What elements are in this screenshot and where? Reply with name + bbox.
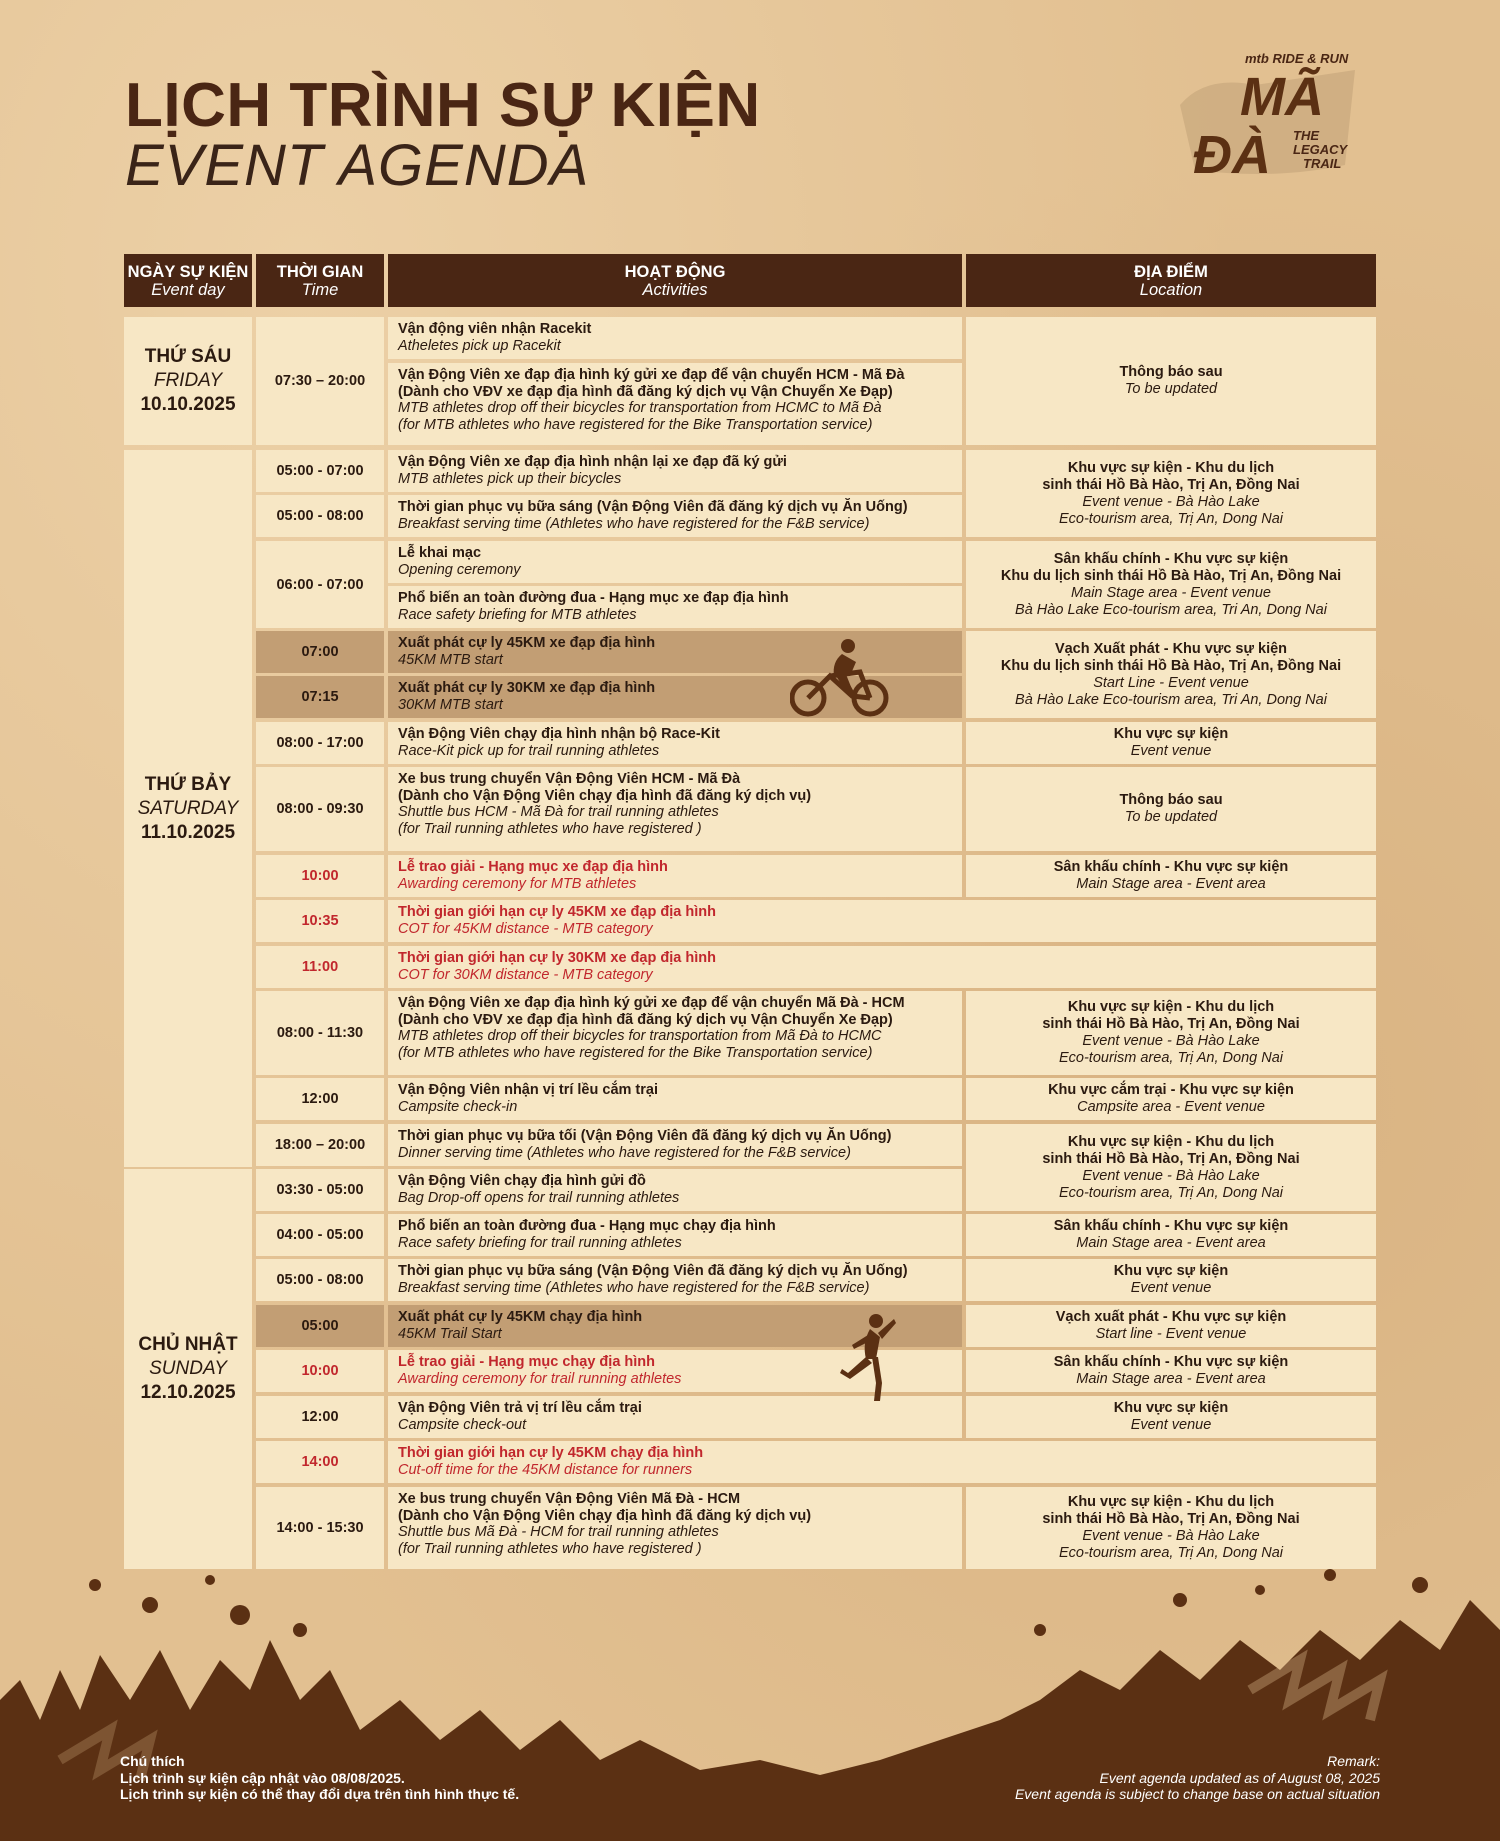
location-cell: Khu vực sự kiện Event venue — [966, 1396, 1376, 1438]
logo-main2: ĐÀ — [1193, 125, 1271, 180]
time-cell: 11:00 — [256, 946, 384, 988]
activity-cell: Xuất phát cự ly 30KM xe đạp địa hình 30KM MTB start — [388, 676, 962, 718]
activity-cell: Vận Động Viên chạy địa hình nhận bộ Race-Kit Race-Kit pick up for trail running athletes — [388, 722, 962, 764]
logo-sub2: LEGACY — [1293, 142, 1348, 157]
location-cell: Khu vực sự kiện Event venue — [966, 1259, 1376, 1301]
activity-cell: Lễ khai mạc Opening ceremony — [388, 541, 962, 583]
activity-cell: Thời gian phục vụ bữa sáng (Vận Động Viên đã đăng ký dịch vụ Ăn Uống) Breakfast serving time (Athletes who have registered for the F&B service) — [388, 495, 962, 537]
activity-cell: Xuất phát cự ly 45KM xe đạp địa hình 45KM MTB start — [388, 631, 962, 673]
time-cell: 18:00 – 20:00 — [256, 1124, 384, 1166]
logo-sub1: THE — [1293, 128, 1319, 143]
cyclist-icon — [790, 636, 890, 718]
time-cell: 10:35 — [256, 900, 384, 942]
time-cell: 05:00 - 08:00 — [256, 495, 384, 537]
activity-cell: Xe bus trung chuyển Vận Động Viên Mã Đà - HCM (Dành cho Vận Động Viên chạy địa hình đã đăng ký dịch vụ) Shuttle bus Mã Đà - HCM for trail running athletes (for Trail running athletes who have registered ) — [388, 1487, 962, 1569]
location-cell: Thông báo sau To be updated — [966, 317, 1376, 445]
time-cell: 07:30 – 20:00 — [256, 317, 384, 445]
note-left: Chú thích Lịch trình sự kiện cập nhật vào 08/08/2025. Lịch trình sự kiện có thể thay đổi dựa trên tình hình thực tế. — [120, 1753, 520, 1802]
header-time: THỜI GIAN Time — [256, 254, 384, 307]
activity-cell: Phổ biến an toàn đường đua - Hạng mục xe đạp địa hình Race safety briefing for MTB athletes — [388, 586, 962, 628]
activity-cell: Vận Động Viên xe đạp địa hình nhận lại xe đạp đã ký gửi MTB athletes pick up their bicycles — [388, 450, 962, 492]
time-cell: 12:00 — [256, 1396, 384, 1438]
logo-top: mtb RIDE & RUN — [1245, 51, 1349, 66]
activity-cell: Vận Động Viên xe đạp địa hình ký gửi xe đạp để vận chuyển Mã Đà - HCM (Dành cho VĐV xe đạp địa hình đã đăng ký dịch vụ Vận Chuyển Xe Đạp) MTB athletes drop off their bicycles for transportation from Mã Đà to HCMC (for MTB athletes who have registered for the Bike Transportation service) — [388, 991, 962, 1075]
activity-cell: Lễ trao giải - Hạng mục xe đạp địa hình Awarding ceremony for MTB athletes — [388, 855, 962, 897]
activity-cell: Thời gian phục vụ bữa tối (Vận Động Viên đã đăng ký dịch vụ Ăn Uống) Dinner serving time (Athletes who have registered for the F&B service) — [388, 1124, 962, 1166]
time-cell: 05:00 — [256, 1305, 384, 1347]
location-cell: Sân khấu chính - Khu vực sự kiện Main Stage area - Event area — [966, 1350, 1376, 1392]
activity-cell: Thời gian giới hạn cự ly 45KM chạy địa hình Cut-off time for the 45KM distance for runners — [388, 1441, 1376, 1483]
location-cell: Khu vực sự kiện - Khu du lịch sinh thái Hồ Bà Hào, Trị An, Đồng Nai Event venue - Bà Hào Lake Eco-tourism area, Trị An, Dong Nai — [966, 991, 1376, 1075]
location-cell: Khu vực sự kiện - Khu du lịch sinh thái Hồ Bà Hào, Trị An, Đồng Nai Event venue - Bà Hào Lake Eco-tourism area, Trị An, Dong Nai — [966, 450, 1376, 537]
page-subtitle: EVENT AGENDA — [125, 133, 590, 198]
time-cell: 12:00 — [256, 1078, 384, 1120]
header-activities: HOẠT ĐỘNG Activities — [388, 254, 962, 307]
event-logo — [1175, 45, 1365, 180]
page-title: LỊCH TRÌNH SỰ KIỆN — [125, 71, 761, 140]
location-cell: Sân khấu chính - Khu vực sự kiện Main Stage area - Event area — [966, 855, 1376, 897]
activity-cell: Thời gian phục vụ bữa sáng (Vận Động Viên đã đăng ký dịch vụ Ăn Uống) Breakfast serving time (Athletes who have registered for the F&B service) — [388, 1259, 962, 1301]
location-cell: Khu vực sự kiện - Khu du lịch sinh thái Hồ Bà Hào, Trị An, Đồng Nai Event venue - Bà Hào Lake Eco-tourism area, Trị An, Dong Nai — [966, 1487, 1376, 1569]
time-cell: 05:00 - 08:00 — [256, 1259, 384, 1301]
activity-cell: Lễ trao giải - Hạng mục chạy địa hình Awarding ceremony for trail running athletes — [388, 1350, 962, 1392]
logo-sub3: TRAIL — [1303, 156, 1342, 171]
logo-main1: MÃ — [1240, 67, 1324, 127]
activity-cell: Vận Động Viên nhận vị trí lều cắm trại Campsite check-in — [388, 1078, 962, 1120]
time-cell: 04:00 - 05:00 — [256, 1214, 384, 1256]
activity-cell: Thời gian giới hạn cự ly 45KM xe đạp địa hình COT for 45KM distance - MTB category — [388, 900, 1376, 942]
time-cell: 10:00 — [256, 855, 384, 897]
day-saturday: THỨ BẢY SATURDAY 11.10.2025 — [124, 450, 252, 1167]
location-cell: Sân khấu chính - Khu vực sự kiện Main Stage area - Event area — [966, 1214, 1376, 1256]
activity-cell: Vận Động Viên xe đạp địa hình ký gửi xe đạp để vận chuyển HCM - Mã Đà (Dành cho VĐV xe đạp địa hình đã đăng ký dịch vụ Vận Chuyển Xe Đạp) MTB athletes drop off their bicycles for transportation from HCMC to Mã Đà (for MTB athletes who have registered for the Bike Transportation service) — [388, 363, 962, 445]
time-cell: 14:00 - 15:30 — [256, 1487, 384, 1569]
activity-cell: Vận Động Viên chạy địa hình gửi đồ Bag Drop-off opens for trail running athletes — [388, 1169, 962, 1211]
location-cell: Sân khấu chính - Khu vực sự kiện Khu du lịch sinh thái Hồ Bà Hào, Trị An, Đồng Nai Main Stage area - Event venue Bà Hào Lake Eco-tourism area, Tri An, Dong Nai — [966, 541, 1376, 628]
activity-cell: Xe bus trung chuyển Vận Động Viên HCM - Mã Đà (Dành cho Vận Động Viên chạy địa hình đã đăng ký dịch vụ) Shuttle bus HCM - Mã Đà for trail running athletes (for Trail running athletes who have registered ) — [388, 767, 962, 851]
time-cell: 14:00 — [256, 1441, 384, 1483]
day-friday: THỨ SÁU FRIDAY 10.10.2025 — [124, 317, 252, 445]
activity-cell: Vận Động Viên trả vị trí lều cắm trại Campsite check-out — [388, 1396, 962, 1438]
activity-cell: Xuất phát cự ly 45KM chạy địa hình 45KM Trail Start — [388, 1305, 962, 1347]
location-cell: Vạch xuất phát - Khu vực sự kiện Start line - Event venue — [966, 1305, 1376, 1347]
location-cell: Thông báo sau To be updated — [966, 767, 1376, 851]
activity-cell: Thời gian giới hạn cự ly 30KM xe đạp địa hình COT for 30KM distance - MTB category — [388, 946, 1376, 988]
header-event-day: NGÀY SỰ KIỆN Event day — [124, 254, 252, 307]
activity-cell: Phổ biến an toàn đường đua - Hạng mục chạy địa hình Race safety briefing for trail running athletes — [388, 1214, 962, 1256]
location-cell: Khu vực sự kiện - Khu du lịch sinh thái Hồ Bà Hào, Trị An, Đồng Nai Event venue - Bà Hào Lake Eco-tourism area, Trị An, Dong Nai — [966, 1124, 1376, 1211]
location-cell: Vạch Xuất phát - Khu vực sự kiện Khu du lịch sinh thái Hồ Bà Hào, Trị An, Đồng Nai Start Line - Event venue Bà Hào Lake Eco-tourism area, Tri An, Dong Nai — [966, 631, 1376, 718]
time-cell: 10:00 — [256, 1350, 384, 1392]
time-cell: 06:00 - 07:00 — [256, 541, 384, 628]
day-sunday: CHỦ NHẬT SUNDAY 12.10.2025 — [124, 1169, 252, 1569]
runner-icon — [840, 1313, 900, 1403]
time-cell: 08:00 - 09:30 — [256, 767, 384, 851]
header-location: ĐỊA ĐIỂM Location — [966, 254, 1376, 307]
time-cell: 03:30 - 05:00 — [256, 1169, 384, 1211]
location-cell: Khu vực sự kiện Event venue — [966, 722, 1376, 764]
time-cell: 08:00 - 17:00 — [256, 722, 384, 764]
time-cell: 05:00 - 07:00 — [256, 450, 384, 492]
note-right: Remark: Event agenda updated as of August 08, 2025 Event agenda is subject to change base on actual situation — [1014, 1753, 1380, 1802]
time-cell: 08:00 - 11:30 — [256, 991, 384, 1075]
time-cell: 07:15 — [256, 676, 384, 718]
time-cell: 07:00 — [256, 631, 384, 673]
location-cell: Khu vực cắm trại - Khu vực sự kiện Campsite area - Event venue — [966, 1078, 1376, 1120]
activity-cell: Vận động viên nhận Racekit Atheletes pick up Racekit — [388, 317, 962, 359]
